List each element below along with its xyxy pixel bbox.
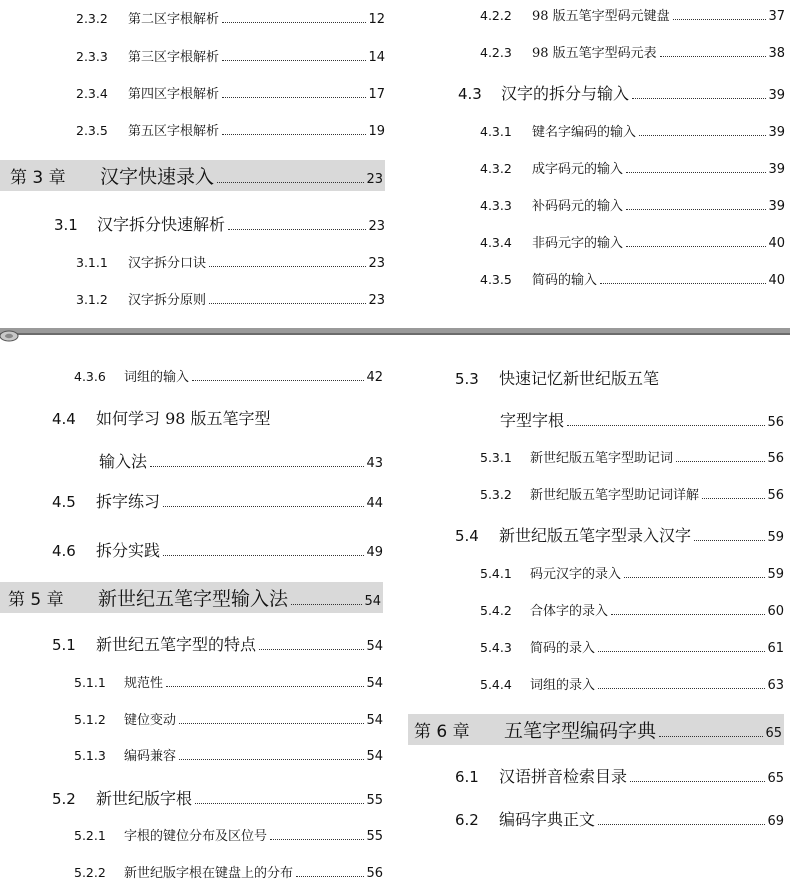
toc-entry-title: 拆字练习 [96, 492, 161, 511]
toc-entry-title: 新世纪五笔字型输入法 [98, 588, 289, 610]
toc-entry-page: 60 [767, 604, 784, 619]
toc-leader-dots [296, 876, 364, 877]
toc-entry-number: 5.1.3 [74, 748, 106, 763]
toc-entry-number: 4.5 [52, 493, 76, 511]
toc-entry-number: 5.4 [455, 527, 479, 545]
toc-entry-title: 如何学习 98 版五笔字型 [96, 409, 271, 428]
toc-leader-dots [179, 759, 364, 760]
toc-entry [408, 523, 784, 546]
toc-entry-number: 5.1.1 [74, 675, 106, 690]
toc-entry-title: 简码的输入 [532, 273, 598, 288]
toc-entry [452, 195, 785, 214]
toc-entry-page: 38 [768, 46, 785, 61]
toc-entry [408, 764, 784, 787]
toc-entry-number: 6.2 [455, 811, 479, 829]
toc-entry-title: 新世纪版五笔字型录入汉字 [499, 526, 692, 545]
toc-entry-title: 拆分实践 [96, 541, 161, 560]
toc-entry-title: 汉字拆分快速解析 [97, 215, 226, 234]
toc-entry-number: 3.1.2 [76, 292, 108, 307]
toc-entry [0, 252, 385, 271]
toc-entry [408, 366, 784, 389]
toc-entry [0, 160, 385, 191]
toc-entry [0, 709, 383, 728]
toc-entry [452, 42, 785, 61]
toc-entry-number: 5.2.1 [74, 828, 106, 843]
toc-entry-title: 输入法 [99, 452, 148, 471]
toc-entry-page: 54 [364, 594, 381, 609]
toc-entry [0, 449, 383, 472]
toc-entry-number: 2.3.3 [76, 49, 108, 64]
toc-leader-dots [630, 781, 765, 782]
toc-entry [0, 366, 383, 385]
toc-entry-page: 59 [767, 567, 784, 582]
toc-entry-page: 54 [366, 676, 383, 691]
toc-entry-page: 56 [366, 866, 383, 881]
toc-entry-page: 39 [768, 162, 785, 177]
toc-entry-title: 98 版五笔字型码元键盘 [532, 9, 670, 24]
toc-leader-dots [567, 425, 765, 426]
toc-entry-page: 23 [368, 219, 385, 234]
toc-leader-dots [228, 229, 366, 230]
toc-leader-dots [291, 604, 362, 605]
toc-entry-number: 5.2.2 [74, 865, 106, 880]
toc-entry [0, 745, 383, 764]
toc-leader-dots [150, 466, 364, 467]
toc-leader-dots [222, 97, 366, 98]
toc-entry-number: 5.4.4 [480, 677, 512, 692]
toc-entry [408, 637, 784, 656]
toc-entry [0, 120, 385, 139]
toc-entry-number: 第 3 章 [10, 168, 66, 188]
toc-leader-dots [217, 182, 364, 183]
toc-entry-page: 39 [768, 88, 785, 103]
toc-entry [0, 862, 383, 881]
toc-entry-number: 5.4.2 [480, 603, 512, 618]
toc-entry-number: 4.3.3 [480, 198, 512, 213]
toc-leader-dots [600, 283, 766, 284]
toc-entry [452, 158, 785, 177]
toc-entry [452, 121, 785, 140]
toc-entry [0, 632, 383, 655]
toc-entry-number: 4.2.3 [480, 45, 512, 60]
toc-leader-dots [270, 839, 364, 840]
toc-entry [0, 8, 385, 27]
toc-entry-number: 4.4 [52, 410, 76, 428]
toc-leader-dots [702, 498, 765, 499]
toc-entry-title: 非码元字的输入 [532, 236, 624, 251]
toc-entry-page: 17 [368, 87, 385, 102]
toc-entry-number: 3.1 [54, 216, 78, 234]
toc-entry [0, 538, 383, 561]
toc-entry-title: 快速记忆新世纪版五笔 [499, 369, 660, 388]
toc-entry-number: 第 5 章 [8, 590, 64, 610]
toc-leader-dots [624, 577, 765, 578]
toc-entry-title: 汉字拆分口诀 [128, 256, 207, 271]
toc-entry-title: 字根的键位分布及区位号 [124, 829, 268, 844]
toc-leader-dots [259, 649, 364, 650]
toc-entry-number: 第 6 章 [414, 722, 470, 742]
toc-leader-dots [179, 723, 364, 724]
toc-entry-number: 2.3.2 [76, 11, 108, 26]
toc-leader-dots [676, 461, 765, 462]
toc-entry-number: 2.3.5 [76, 123, 108, 138]
toc-entry-page: 40 [768, 273, 785, 288]
toc-entry-number: 4.3.2 [480, 161, 512, 176]
toc-entry-title: 词组的输入 [124, 370, 190, 385]
toc-leader-dots [195, 803, 364, 804]
toc-entry [452, 232, 785, 251]
toc-entry-page: 14 [368, 50, 385, 65]
toc-entry-page: 63 [767, 678, 784, 693]
toc-leader-dots [209, 303, 366, 304]
toc-entry-number: 4.3.5 [480, 272, 512, 287]
toc-entry-title: 键名字编码的输入 [532, 125, 637, 140]
toc-leader-dots [209, 266, 366, 267]
toc-entry-number: 5.4.3 [480, 640, 512, 655]
toc-entry-number: 4.3 [458, 85, 482, 103]
toc-entry [0, 212, 385, 235]
toc-entry-page: 23 [366, 172, 383, 187]
toc-entry-page: 42 [366, 370, 383, 385]
toc-leader-dots [659, 736, 763, 737]
toc-entry-page: 39 [768, 199, 785, 214]
toc-entry-page: 39 [768, 125, 785, 140]
toc-leader-dots [222, 60, 366, 61]
toc-entry-page: 56 [767, 415, 784, 430]
toc-entry-number: 4.2.2 [480, 8, 512, 23]
separator-bar [0, 328, 790, 333]
toc-entry-title: 汉字拆分原则 [128, 293, 207, 308]
toc-entry-page: 12 [368, 12, 385, 27]
toc-entry-number: 5.3 [455, 370, 479, 388]
toc-leader-dots [163, 506, 364, 507]
toc-entry-title: 简码的录入 [530, 641, 596, 656]
toc-entry-page: 61 [767, 641, 784, 656]
toc-entry-title: 编码字典正文 [499, 810, 596, 829]
toc-entry-number: 2.3.4 [76, 86, 108, 101]
toc-entry-page: 65 [767, 771, 784, 786]
separator-bar-shade [0, 333, 790, 335]
page-separator [0, 320, 790, 348]
toc-entry-page: 23 [368, 293, 385, 308]
toc-entry [0, 406, 383, 429]
toc-entry-number: 5.3.1 [480, 450, 512, 465]
toc-entry [0, 289, 385, 308]
toc-entry [0, 83, 385, 102]
toc-entry-title: 合体字的录入 [530, 604, 609, 619]
toc-leader-dots [166, 686, 364, 687]
toc-entry-page: 44 [366, 496, 383, 511]
toc-entry-number: 4.3.6 [74, 369, 106, 384]
toc-entry [0, 582, 383, 613]
toc-entry-page: 54 [366, 713, 383, 728]
toc-leader-dots [192, 380, 364, 381]
toc-entry [408, 563, 784, 582]
toc-leader-dots [639, 135, 766, 136]
toc-entry [0, 489, 383, 512]
curl-icon [0, 331, 18, 341]
toc-leader-dots [222, 22, 366, 23]
toc-entry-page: 54 [366, 749, 383, 764]
toc-entry-number: 5.3.2 [480, 487, 512, 502]
toc-entry-page: 54 [366, 639, 383, 654]
toc-entry-page: 40 [768, 236, 785, 251]
toc-entry [0, 672, 383, 691]
toc-entry-title: 新世纪版五笔字型助记词详解 [530, 488, 700, 503]
toc-entry [408, 714, 784, 745]
toc-entry-title: 新世纪版字根在键盘上的分布 [124, 866, 294, 881]
toc-leader-dots [611, 614, 765, 615]
toc-entry-title: 码元汉字的录入 [530, 567, 622, 582]
toc-entry-title: 第四区字根解析 [128, 87, 220, 102]
toc-entry-number: 5.2 [52, 790, 76, 808]
toc-entry-number: 5.1 [52, 636, 76, 654]
toc-entry-page: 69 [767, 814, 784, 829]
toc-entry-title: 汉字的拆分与输入 [501, 84, 630, 103]
toc-leader-dots [598, 688, 765, 689]
toc-entry-page: 49 [366, 545, 383, 560]
toc-entry [408, 447, 784, 466]
toc-leader-dots [626, 246, 766, 247]
toc-entry-number: 5.1.2 [74, 712, 106, 727]
toc-leader-dots [632, 98, 766, 99]
toc-entry-page: 37 [768, 9, 785, 24]
toc-leader-dots [163, 555, 364, 556]
toc-entry [408, 408, 784, 431]
toc-entry-number: 4.3.1 [480, 124, 512, 139]
toc-entry-page: 55 [366, 793, 383, 808]
toc-entry-title: 98 版五笔字型码元表 [532, 46, 657, 61]
toc-entry-page: 23 [368, 256, 385, 271]
toc-entry [452, 81, 785, 104]
toc-entry-title: 汉字快速录入 [100, 166, 215, 188]
toc-entry [408, 600, 784, 619]
toc-entry-title: 成字码元的输入 [532, 162, 624, 177]
toc-entry [0, 46, 385, 65]
toc-entry [0, 825, 383, 844]
toc-entry-title: 键位变动 [124, 713, 177, 728]
toc-leader-dots [694, 540, 765, 541]
toc-entry [452, 269, 785, 288]
toc-entry-title: 词组的录入 [530, 678, 596, 693]
toc-entry-page: 59 [767, 530, 784, 545]
toc-entry [408, 674, 784, 693]
toc-entry-number: 6.1 [455, 768, 479, 786]
toc-leader-dots [673, 19, 767, 20]
toc-entry-number: 5.4.1 [480, 566, 512, 581]
toc-entry-title: 字型字根 [500, 411, 565, 430]
toc-leader-dots [598, 651, 765, 652]
toc-entry-title: 第五区字根解析 [128, 124, 220, 139]
toc-entry-title: 新世纪版字根 [96, 789, 193, 808]
toc-entry-title: 补码码元的输入 [532, 199, 624, 214]
toc-entry-page: 56 [767, 488, 784, 503]
toc-entry-title: 新世纪五笔字型的特点 [96, 635, 257, 654]
toc-entry-title: 第二区字根解析 [128, 12, 220, 27]
toc-entry-page: 65 [765, 726, 782, 741]
toc-entry-title: 五笔字型编码字典 [504, 720, 657, 742]
toc-entry-title: 汉语拼音检索目录 [499, 767, 628, 786]
toc-entry [452, 5, 785, 24]
toc-leader-dots [598, 824, 765, 825]
toc-entry-page: 43 [366, 456, 383, 471]
toc-entry-title: 规范性 [124, 676, 164, 691]
toc-entry-title: 编码兼容 [124, 749, 177, 764]
toc-entry-title: 新世纪版五笔字型助记词 [530, 451, 674, 466]
toc-entry-page: 55 [366, 829, 383, 844]
toc-leader-dots [660, 56, 767, 57]
toc-entry-number: 4.3.4 [480, 235, 512, 250]
toc-entry-number: 3.1.1 [76, 255, 108, 270]
toc-entry-page: 56 [767, 451, 784, 466]
toc-entry-title: 第三区字根解析 [128, 50, 220, 65]
toc-entry-page: 19 [368, 124, 385, 139]
toc-entry [408, 484, 784, 503]
toc-leader-dots [222, 134, 366, 135]
toc-leader-dots [626, 172, 766, 173]
toc-entry-number: 4.6 [52, 542, 76, 560]
toc-entry [408, 807, 784, 830]
toc-entry [0, 786, 383, 809]
toc-leader-dots [626, 209, 766, 210]
